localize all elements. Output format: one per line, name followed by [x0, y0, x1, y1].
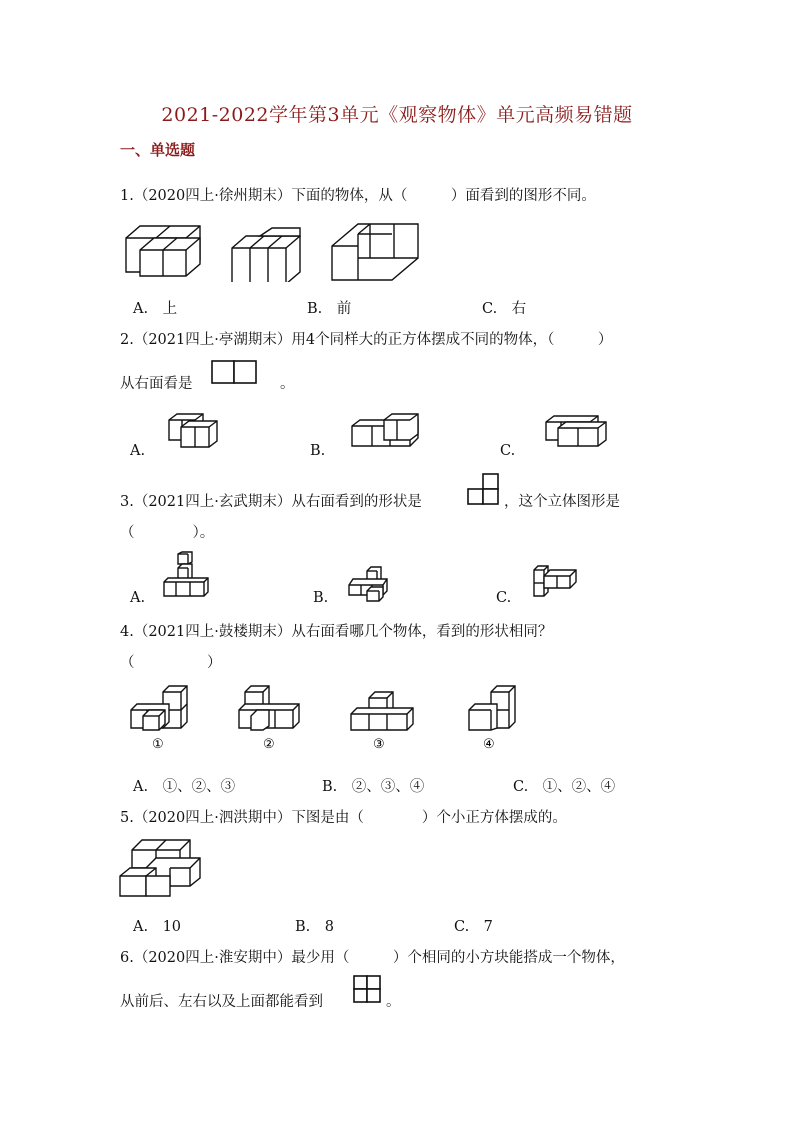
q1-option-b[interactable]: B. 前 — [307, 301, 352, 317]
q5-option-c[interactable]: C. 7 — [454, 919, 493, 935]
q5-option-b[interactable]: B. 8 — [295, 919, 334, 935]
q2-figure-a — [163, 410, 223, 448]
q3-option-b[interactable]: B. — [313, 590, 329, 606]
q4-label-2: ② — [263, 737, 275, 752]
q6-stem: 6.（2020四上·淮安期中）最少用（ ）个相同的小方块能搭成一个物体， — [120, 950, 625, 966]
q2-option-b[interactable]: B. — [310, 443, 326, 459]
q3-option-c[interactable]: C. — [496, 590, 512, 606]
q3-option-a[interactable]: A. — [130, 590, 146, 606]
q6-stem-2a: 从前后、左右以及上面都能看到 — [120, 994, 323, 1010]
q1-option-a[interactable]: A. 上 — [133, 301, 178, 317]
q3-figure-b — [345, 565, 395, 603]
q3-right-view — [466, 472, 502, 506]
q2-right-view — [210, 359, 260, 385]
q3-stem-b: ，这个立体图形是 — [504, 494, 620, 510]
q1-option-c[interactable]: C. 右 — [482, 301, 527, 317]
q4-option-c[interactable]: C. ①、②、④ — [513, 779, 616, 795]
q2-figure-c — [542, 412, 612, 448]
q4-figure-1 — [131, 686, 187, 730]
q4-figure-4 — [469, 686, 515, 730]
q2-stem-2a: 从右面看是 — [120, 376, 193, 392]
q4-figures — [125, 684, 535, 754]
q2-option-c[interactable]: C. — [500, 443, 516, 459]
q2-stem-2b: 。 — [280, 376, 295, 392]
q3-stem-a: 3.（2021四上·玄武期末）从右面看到的形状是 — [120, 494, 422, 510]
q1-figure-1 — [126, 226, 200, 276]
q6-stem-2b: 。 — [386, 994, 401, 1010]
q5-stem: 5.（2020四上·泗洪期中）下图是由（ ）个小正方体摆成的。 — [120, 810, 567, 826]
q5-option-a[interactable]: A. 10 — [133, 919, 182, 935]
q4-figure-3 — [351, 692, 413, 730]
section-heading: 一、单选题 — [120, 141, 196, 159]
q3-figure-c — [530, 562, 582, 598]
q2-option-a[interactable]: A. — [130, 443, 146, 459]
q4-stem: 4.（2021四上·鼓楼期末）从右面看哪几个物体，看到的形状相同？ — [120, 624, 553, 640]
q2-stem: 2.（2021四上·亭湖期末）用4个同样大的正方体摆成不同的物体，（ ） — [120, 332, 613, 348]
q3-figure-a — [160, 550, 216, 600]
q4-figure-2 — [239, 686, 299, 730]
q2-figure-b — [348, 410, 426, 450]
q4-label-4: ④ — [483, 737, 495, 752]
q1-stem: 1.（2020四上·徐州期末）下面的物体，从（ ）面看到的图形不同。 — [120, 188, 596, 204]
q3-stem-2: （ ）。 — [120, 525, 215, 541]
q4-label-3: ③ — [373, 737, 385, 752]
q6-view — [352, 974, 384, 1006]
q5-figure — [118, 834, 210, 900]
q1-figures — [120, 220, 420, 282]
q4-option-a[interactable]: A. ①、②、③ — [133, 779, 236, 795]
q4-label-1: ① — [152, 737, 164, 752]
q1-figure-2 — [232, 228, 300, 282]
q1-figure-3 — [332, 224, 418, 280]
q4-stem-2: （ ） — [120, 655, 222, 671]
q4-option-b[interactable]: B. ②、③、④ — [322, 779, 425, 795]
page-title: 2021-2022学年第3单元《观察物体》单元高频易错题 — [161, 104, 633, 126]
